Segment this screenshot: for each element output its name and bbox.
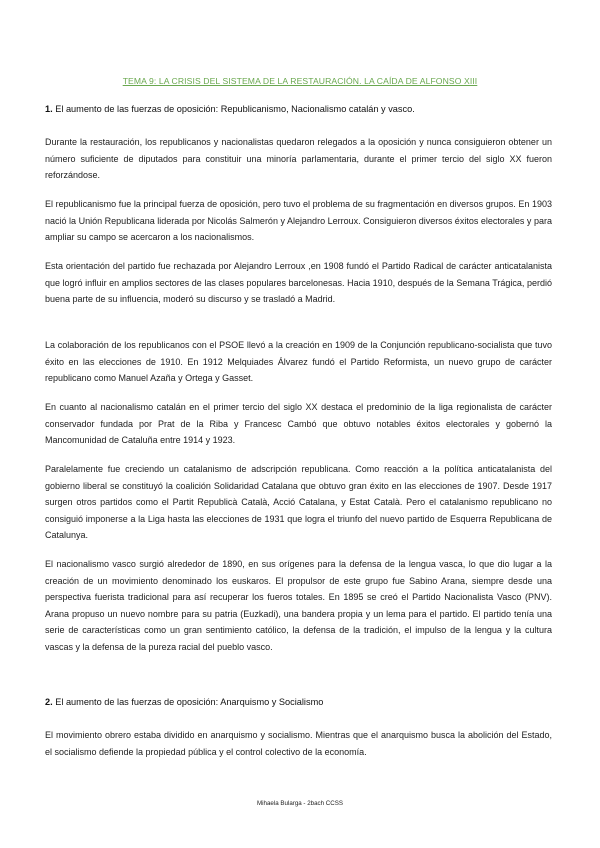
section-2-heading xyxy=(45,697,323,707)
page-footer: Mihaela Bularga - 2bach CCSS xyxy=(257,800,343,807)
section-1-paragraph-5: En cuanto al nacionalismo catalán en el primer tercio del siglo XX destaca el predominio de la liga regionalista de carácter conservador fundada por Prat de la Riba y Francesc Cambó que obtuvo notables éxitos electorales y gobernó la Mancomunidad de Cataluña entre 1914 y 1923. xyxy=(45,402,552,446)
section-1-heading xyxy=(45,104,415,114)
section-2-heading-text: El aumento de las fuerzas de oposición: Anarquismo y Socialismo xyxy=(52,697,324,707)
section-1-paragraph-6: Paralelamente fue creciendo un catalanismo de adscripción republicana. Como reacción a la política anticatalanista del gobierno liberal se constituyó la coalición Solidaridad Catalana que obtuvo gran éxito en las elecciones de 1907. Desde 1917 surgen otros partidos como el Partit Republicà Català, Acció Catalana, y Estat Català. Pero el catalanismo republicano no consiguió imponerse a la Liga hasta las elecciones de 1931 que logra el triunfo del nuevo partido de Esquerra Republicana de Catalunya. xyxy=(45,464,552,541)
section-1-paragraph-4: La colaboración de los republicanos con el PSOE llevó a la creación en 1909 de la Conjunción republicano-socialista que tuvo éxito en las elecciones de 1910. En 1912 Melquiades Álvarez fundó el Partido Reformista, un nuevo grupo de carácter republicano como Manuel Azaña y Ortega y Gasset. xyxy=(45,340,552,384)
section-1-paragraph-7: El nacionalismo vasco surgió alrededor de 1890, en sus orígenes para la defensa de la lengua vasca, lo que dio lugar a la creación de un movimiento denominado los euskaros. El propulsor de este grupo fue Sabino Arana, siempre desde una perspectiva fuerista tradicional para así recuperar los fueros totales. En 1895 se creó el Partido Nacionalista Vasco (PNV). Arana propuso un nuevo nombre para su patria (Euzkadi), una bandera propia y un lema para el partido. El partido tenía una serie de características como un gran sentimiento católico, la defensa de la tradición, el impulso de la lengua y la cultura vascas y la defensa de la pureza racial del pueblo vasco. xyxy=(45,559,552,652)
section-1-heading-text: El aumento de las fuerzas de oposición: Republicanismo, Nacionalismo catalán y vasco. xyxy=(52,104,415,114)
section-2-paragraph-1: El movimiento obrero estaba dividido en anarquismo y socialismo. Mientras que el anarquismo busca la abolición del Estado, el socialismo defiende la propiedad pública y el control colectivo de la economía. xyxy=(45,730,552,757)
section-1-paragraph-2: El republicanismo fue la principal fuerza de oposición, pero tuvo el problema de su fragmentación en diversos grupos. En 1903 nació la Unión Republicana liderada por Nicolás Salmerón y Alejandro Lerroux. Consiguieron diversos éxitos electorales y para ampliar su campo se acercaron a los nacionalismos. xyxy=(45,199,552,243)
section-1-number: 1. xyxy=(45,104,53,114)
section-1-paragraph-3: Esta orientación del partido fue rechazada por Alejandro Lerroux ,en 1908 fundó el Partido Radical de carácter anticatalanista que logró influir en amplios sectores de las clases populares barcelonesas. Hacia 1910, después de la Semana Trágica, perdió buena parte de su influencia, moderó su discurso y se trasladó a Madrid. xyxy=(45,261,552,305)
section-2-number: 2. xyxy=(45,697,53,707)
document-title: TEMA 9: LA CRISIS DEL SISTEMA DE LA RESTAURACIÓN. LA CAÍDA DE ALFONSO XIII xyxy=(122,76,478,86)
section-1-paragraph-1: Durante la restauración, los republicanos y nacionalistas quedaron relegados a la oposición y nunca consiguieron obtener un número suficiente de diputados para constituir una minoría parlamentaria, durante el primer tercio del siglo XX fueron reforzándose. xyxy=(45,137,552,181)
